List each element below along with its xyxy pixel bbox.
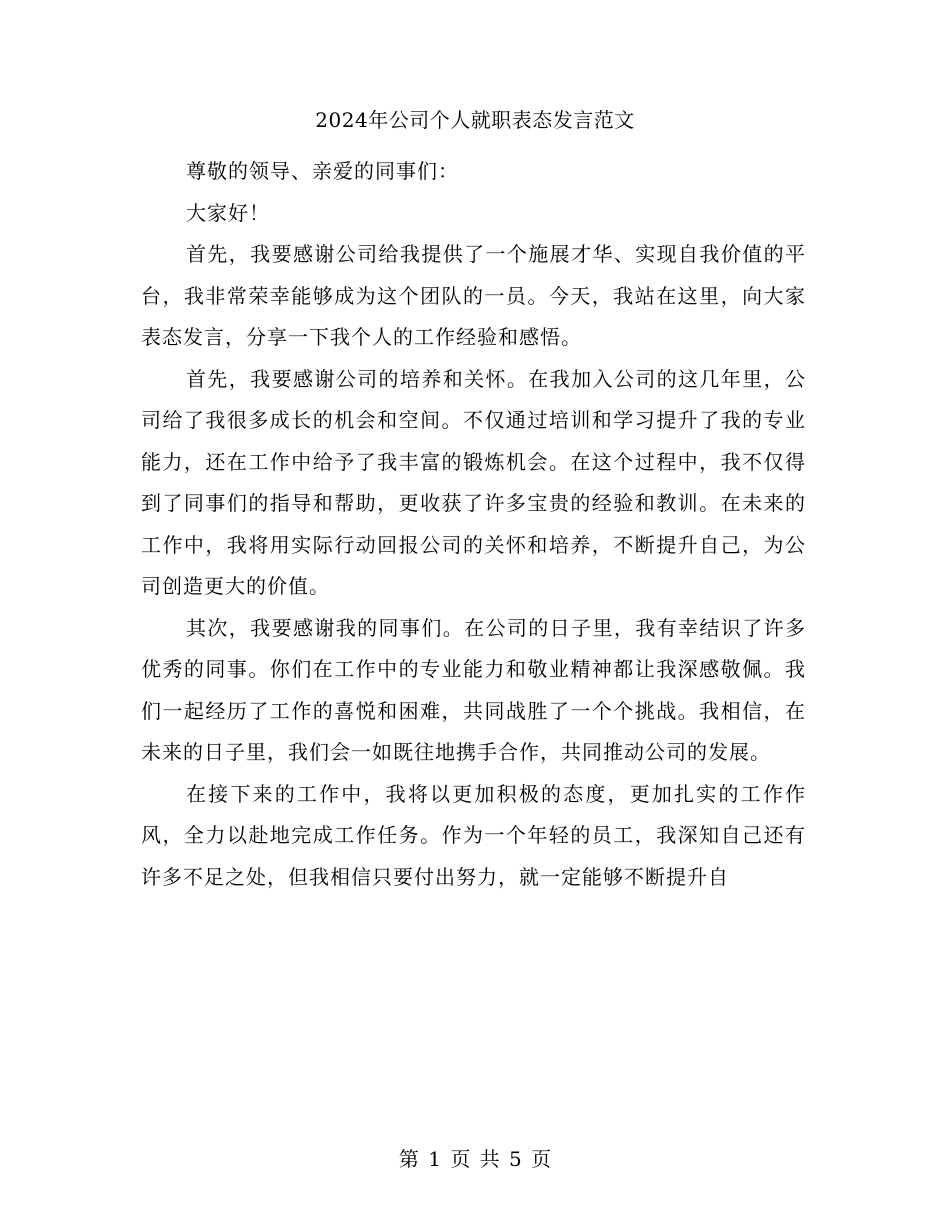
document-title: 2024年公司个人就职表态发言范文 <box>315 108 635 132</box>
paragraph: 其次，我要感谢我的同事们。在公司的日子里，我有幸结识了许多优秀的同事。你们在工作中的专业能力和敬业精神都让我深感敬佩。我们一起经历了工作的喜悦和困难，共同战胜了一个个挑战。我相信，在未来的日子里，我们会一如既往地携手合作，共同推动公司的发展。 <box>141 615 806 764</box>
paragraph: 首先，我要感谢公司的培养和关怀。在我加入公司的这几年里，公司给了我很多成长的机会和空间。不仅通过培训和学习提升了我的专业能力，还在工作中给予了我丰富的锻炼机会。在这个过程中，我不仅得到了同事们的指导和帮助，更收获了许多宝贵的经验和教训。在未来的工作中，我将用实际行动回报公司的关怀和培养，不断提升自己，为公司创造更大的价值。 <box>141 366 806 598</box>
document-body <box>141 151 806 898</box>
paragraph: 首先，我要感谢公司给我提供了一个施展才华、实现自我价值的平台，我非常荣幸能够成为这个团队的一员。今天，我站在这里，向大家表态发言，分享一下我个人的工作经验和感悟。 <box>141 242 806 349</box>
paragraph: 在接下来的工作中，我将以更加积极的态度，更加扎实的工作作风，全力以赴地完成工作任务。作为一个年轻的员工，我深知自己还有许多不足之处，但我相信只要付出努力，就一定能够不断提升自 <box>141 781 806 889</box>
greeting: 大家好！ <box>186 200 270 225</box>
page-number: 第 1 页 共 5 页 <box>398 1147 552 1171</box>
salutation: 尊敬的领导、亲爱的同事们： <box>186 159 459 183</box>
